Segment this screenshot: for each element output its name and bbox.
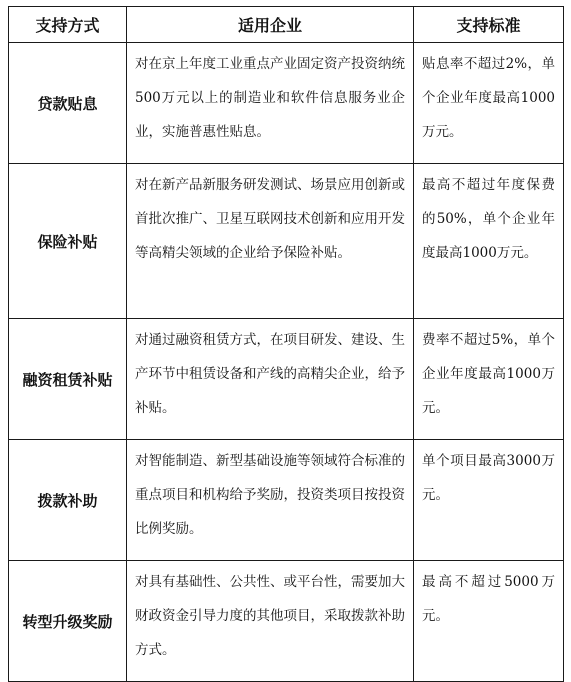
- applicable-enterprises-cell: 对在新产品新服务研发测试、场景应用创新或首批次推广、卫星互联网技术创新和应用开发等高精尖领域的企业给予保险补贴。: [127, 164, 414, 319]
- header-applicable-enterprises: 适用企业: [127, 7, 414, 43]
- support-standard-cell: 最高不超过5000万元。: [414, 561, 564, 682]
- table-row: [9, 440, 564, 561]
- support-standard-cell: 贴息率不超过2%，单个企业年度最高1000万元。: [414, 43, 564, 164]
- policy-table-container: [8, 6, 563, 682]
- header-support-method: 支持方式: [9, 7, 127, 43]
- support-method-cell: 保险补贴: [9, 164, 127, 319]
- table-row: [9, 43, 564, 164]
- support-standard-cell: 单个项目最高3000万元。: [414, 440, 564, 561]
- applicable-enterprises-cell: 对智能制造、新型基础设施等领域符合标准的重点项目和机构给予奖励，投资类项目按投资比例奖励。: [127, 440, 414, 561]
- header-support-standard: 支持标准: [414, 7, 564, 43]
- applicable-enterprises-cell: 对在京上年度工业重点产业固定资产投资纳统500万元以上的制造业和软件信息服务业企业，实施普惠性贴息。: [127, 43, 414, 164]
- support-standard-cell: 费率不超过5%，单个企业年度最高1000万元。: [414, 319, 564, 440]
- policy-support-table: [8, 6, 564, 682]
- table-row: [9, 319, 564, 440]
- support-method-cell: 贷款贴息: [9, 43, 127, 164]
- applicable-enterprises-cell: 对通过融资租赁方式，在项目研发、建设、生产环节中租赁设备和产线的高精尖企业，给予补贴。: [127, 319, 414, 440]
- support-method-cell: 转型升级奖励: [9, 561, 127, 682]
- support-method-cell: 拨款补助: [9, 440, 127, 561]
- support-standard-cell: 最高不超过年度保费的50%，单个企业年度最高1000万元。: [414, 164, 564, 319]
- table-row: [9, 561, 564, 682]
- table-header-row: [9, 7, 564, 43]
- table-row: [9, 164, 564, 319]
- support-method-cell: 融资租赁补贴: [9, 319, 127, 440]
- applicable-enterprises-cell: 对具有基础性、公共性、或平台性，需要加大财政资金引导力度的其他项目，采取拨款补助方式。: [127, 561, 414, 682]
